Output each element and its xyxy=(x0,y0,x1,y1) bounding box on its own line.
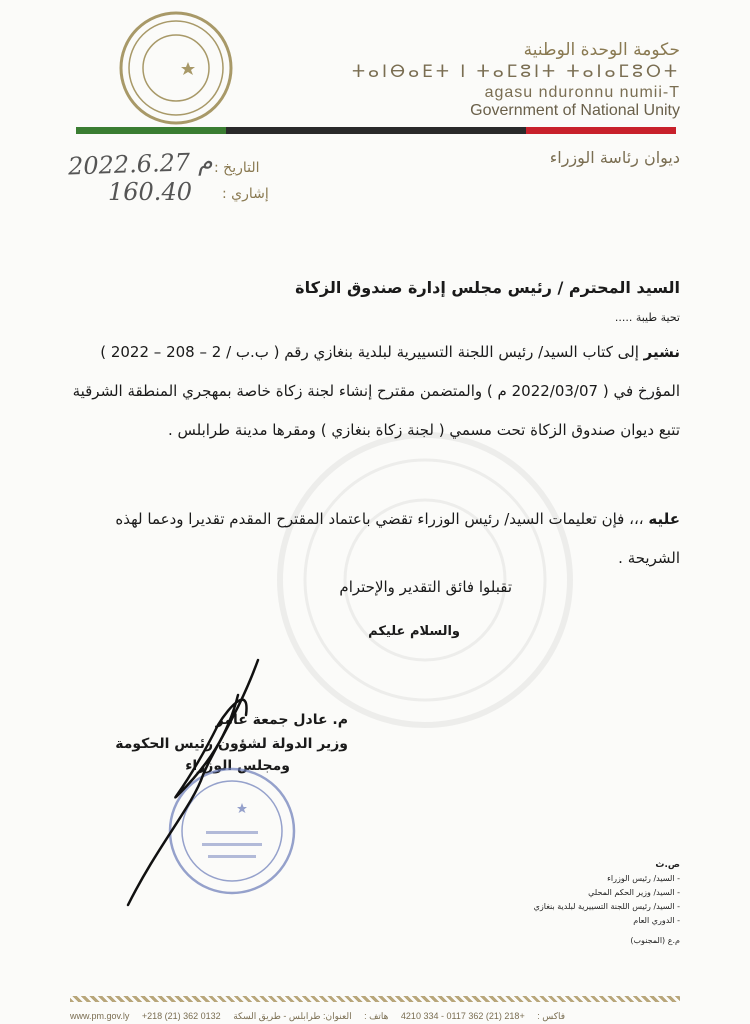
distribution-item: - السيد/ رئيس اللجنة التسييرية لبلدية بنغازي xyxy=(533,902,680,911)
reference-label: إشاري : xyxy=(222,186,269,202)
signatory-title-line1: وزير الدولة لشؤون رئيس الحكومة xyxy=(115,736,348,752)
reference-value: 160.40 xyxy=(108,178,192,206)
flag-stripe-green xyxy=(76,127,226,134)
paragraph-1-text: إلى كتاب السيد/ رئيس اللجنة التسييرية لبلدية بنغازي رقم ( ب.ب / 2 – 208 – 2022 ) المؤرخ في ( 2022/03/07 م ) والمتضمن مقترح إنشاء لجنة زكاة خاصة بمهجري المنطقة الشرقية تتبع ديوان صندوق الزكاة تحت مسمي ( لجنة زكاة بنغازي ) ومقرها مدينة طرابلس . xyxy=(72,343,680,439)
footer-phone1: +218 (21) 362 0132 xyxy=(141,1011,221,1021)
office-name: ديوان رئاسة الوزراء xyxy=(549,148,680,167)
paragraph-1 xyxy=(70,333,680,450)
government-name-arabic: حكومة الوحدة الوطنية xyxy=(523,40,680,60)
date-label: التاريخ : xyxy=(214,160,260,176)
footer-website: www.pm.gov.ly xyxy=(70,1011,130,1021)
distribution-item: - السيد/ رئيس الوزراء xyxy=(607,874,680,883)
flag-stripe-black xyxy=(226,127,526,134)
distribution-heading: ص.ث xyxy=(655,860,680,870)
signatory-title-line2: ومجلس الوزراء xyxy=(185,758,290,774)
government-seal-icon xyxy=(118,10,234,126)
salutation: السيد المحترم / رئيس مجلس إدارة صندوق الزكاة xyxy=(295,278,680,297)
date-value: 2022.6.27 م xyxy=(67,147,214,181)
government-name-latin-amazigh: agasu nduronnu numii-T xyxy=(484,84,680,101)
handwritten-signature-icon xyxy=(118,655,268,915)
footer-band xyxy=(70,996,680,1002)
signatory-name: م. عادل جمعة عامر xyxy=(215,712,348,728)
government-name-english: Government of National Unity xyxy=(470,102,680,119)
footer-phone2: +218 (21) 362 0117 - 334 4210 xyxy=(400,1011,525,1021)
distribution-footnote: م.ع (المجنوب) xyxy=(630,936,680,945)
distribution-list xyxy=(534,858,680,948)
footer-address: العنوان: طرابلس - طريق السكة xyxy=(233,1011,352,1021)
flag-stripe xyxy=(76,127,676,134)
distribution-item: - السيد/ وزير الحكم المحلي xyxy=(588,888,680,897)
distribution-item: - الدوري العام xyxy=(633,916,680,925)
paragraph-2 xyxy=(70,500,680,578)
footer-phone-label: هاتف : xyxy=(364,1011,389,1021)
peace-line: والسلام عليكم xyxy=(368,624,460,639)
paragraph-1-lead: نشير xyxy=(643,343,680,361)
flag-stripe-red xyxy=(526,127,676,134)
government-name-tifinagh: ⵜⴰⵏⴱⴰⴹⵜ ⵏ ⵜⴰⵎⵓⵏⵜ ⵜⴰⵏⴰⵎⵓⵔⵜ xyxy=(351,62,680,82)
closing-line: تقبلوا فائق التقدير والإحترام xyxy=(339,578,512,596)
paragraph-2-text: ،،، فإن تعليمات السيد/ رئيس الوزراء تقضي باعتماد المقترح المقدم تقديرا ودعما لهذه الشريحة . xyxy=(115,510,680,567)
greeting: تحية طيبة ..... xyxy=(614,311,680,324)
footer-fax-label: فاكس : xyxy=(537,1011,566,1021)
footer-contact xyxy=(70,1011,680,1022)
paragraph-2-lead: عليه xyxy=(648,510,680,528)
